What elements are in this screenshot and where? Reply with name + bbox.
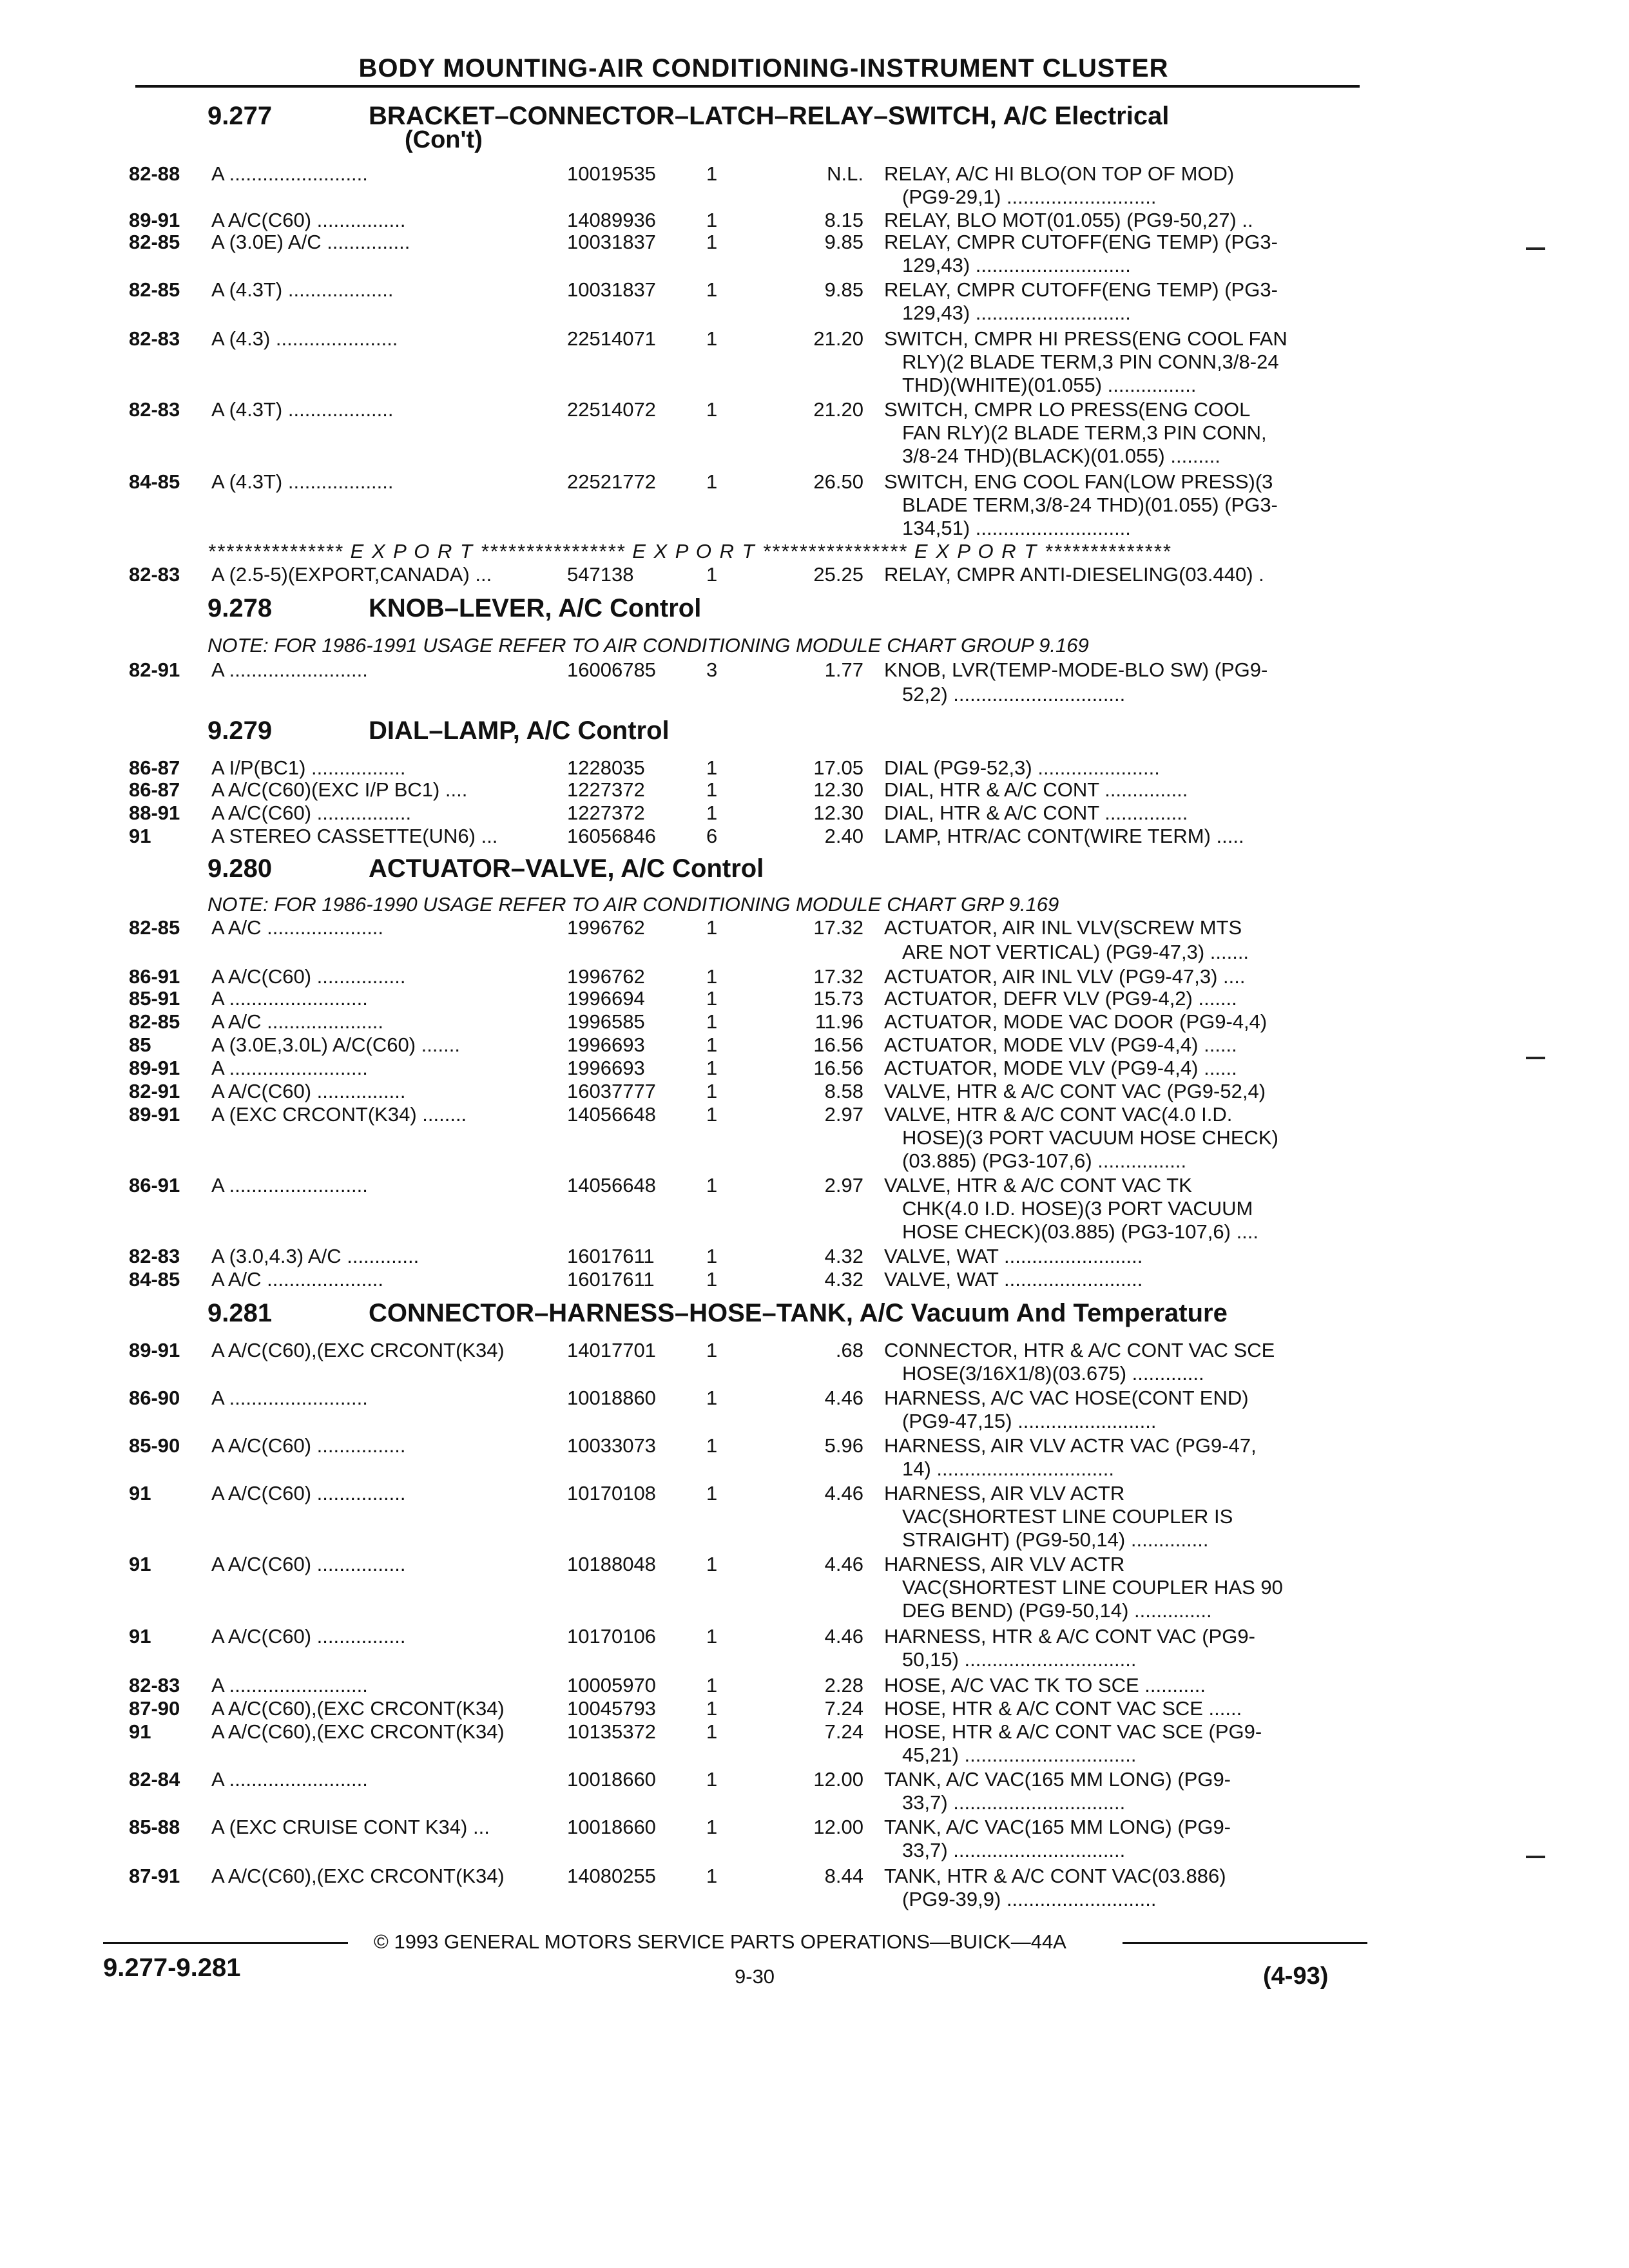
row-continuation: (PG9-29,1) ........................... — [902, 186, 1157, 208]
row-continuation: 52,2) ............................... — [902, 683, 1126, 706]
row-continuation: STRAIGHT) (PG9-50,14) .............. — [902, 1528, 1209, 1551]
footer-copyright: © 1993 GENERAL MOTORS SERVICE PARTS OPERATIONS—BUICK—44A — [374, 1930, 1066, 1953]
export-divider: *************** E X P O R T **************** E X P O R T **************** E X P O R T ************** — [207, 540, 1171, 562]
row-continuation: 33,7) ............................... — [902, 1839, 1126, 1861]
section-subtitle: (Con't) — [405, 126, 483, 153]
row-continuation: ARE NOT VERTICAL) (PG9-47,3) ....... — [902, 941, 1249, 963]
table-row: 89-91 A A/C(C60) ................ 14089936 1 8.15 RELAY, BLO MOT(01.055) (PG9-50,27) .. — [129, 209, 1253, 231]
table-row: 85-91 A ......................... 1996694 1 15.73 ACTUATOR, DEFR VLV (PG9-4,2) ....... — [129, 987, 1237, 1010]
row-continuation: 33,7) ............................... — [902, 1791, 1126, 1814]
table-row: 82-83 A ......................... 10005970 1 2.28 HOSE, A/C VAC TK TO SCE ........... — [129, 1674, 1206, 1696]
table-row: 82-83 A (4.3T) ................... 22514072 1 21.20 SWITCH, CMPR LO PRESS(ENG COOL — [129, 398, 1251, 421]
table-row: 86-87 A I/P(BC1) ................. 1228035 1 17.05 DIAL (PG9-52,3) ...................... — [129, 756, 1160, 779]
margin-mark — [1526, 1856, 1545, 1858]
row-continuation: 14) ................................ — [902, 1457, 1115, 1480]
table-row: 82-85 A (4.3T) ................... 10031837 1 9.85 RELAY, CMPR CUTOFF(ENG TEMP) (PG3- — [129, 278, 1278, 301]
section-title: BRACKET–CONNECTOR–LATCH–RELAY–SWITCH, A/C Electrical — [369, 102, 1170, 130]
table-row: 82-85 A (3.0E) A/C ............... 10031837 1 9.85 RELAY, CMPR CUTOFF(ENG TEMP) (PG3- — [129, 231, 1278, 253]
section-note: NOTE: FOR 1986-1991 USAGE REFER TO AIR CONDITIONING MODULE CHART GROUP 9.169 — [207, 634, 1089, 657]
row-continuation: THD)(WHITE)(01.055) ................ — [902, 374, 1197, 396]
footer-rule-right — [1123, 1942, 1367, 1944]
table-row: 86-91 A ......................... 14056648 1 2.97 VALVE, HTR & A/C CONT VAC TK — [129, 1174, 1192, 1196]
table-row: 89-91 A ......................... 1996693 1 16.56 ACTUATOR, MODE VLV (PG9-4,4) ...... — [129, 1057, 1237, 1079]
row-continuation: HOSE(3/16X1/8)(03.675) ............. — [902, 1362, 1204, 1385]
section-heading — [207, 102, 1169, 131]
section-note: NOTE: FOR 1986-1990 USAGE REFER TO AIR CONDITIONING MODULE CHART GRP 9.169 — [207, 893, 1059, 916]
table-row: 85-88 A (EXC CRUISE CONT K34) ... 10018660 1 12.00 TANK, A/C VAC(165 MM LONG) (PG9- — [129, 1816, 1231, 1838]
footer-section-range: 9.277-9.281 — [103, 1954, 241, 1982]
section-title: DIAL–LAMP, A/C Control — [369, 716, 670, 745]
row-continuation: VAC(SHORTEST LINE COUPLER IS — [902, 1505, 1233, 1528]
table-row: 82-83 A (4.3) ...................... 22514071 1 21.20 SWITCH, CMPR HI PRESS(ENG COOL FAN — [129, 327, 1287, 350]
section-number: 9.280 — [207, 854, 273, 883]
row-continuation: HOSE)(3 PORT VACUUM HOSE CHECK) — [902, 1126, 1278, 1149]
table-row: 82-91 A ......................... 16006785 3 1.77 KNOB, LVR(TEMP-MODE-BLO SW) (PG9- — [129, 658, 1268, 681]
section-number: 9.281 — [207, 1299, 273, 1327]
table-row: 89-91 A (EXC CRCONT(K34) ........ 14056648 1 2.97 VALVE, HTR & A/C CONT VAC(4.0 I.D. — [129, 1103, 1233, 1126]
table-row: 88-91 A A/C(C60) ................. 1227372 1 12.30 DIAL, HTR & A/C CONT ............... — [129, 802, 1188, 824]
page-header: BODY MOUNTING-AIR CONDITIONING-INSTRUMENT CLUSTER — [358, 54, 1169, 82]
table-row: 91 A A/C(C60) ................ 10188048 1 4.46 HARNESS, AIR VLV ACTR — [129, 1553, 1125, 1575]
section-number: 9.279 — [207, 716, 273, 745]
row-continuation: DEG BEND) (PG9-50,14) .............. — [902, 1599, 1212, 1622]
section-heading — [207, 1299, 1228, 1328]
section-number: 9.278 — [207, 594, 273, 622]
row-continuation: CHK(4.0 I.D. HOSE)(3 PORT VACUUM — [902, 1197, 1253, 1220]
table-row: 85 A (3.0E,3.0L) A/C(C60) ....... 1996693 1 16.56 ACTUATOR, MODE VLV (PG9-4,4) ...... — [129, 1033, 1237, 1056]
section-title: KNOB–LEVER, A/C Control — [369, 594, 702, 622]
table-row: 86-87 A A/C(C60)(EXC I/P BC1) .... 1227372 1 12.30 DIAL, HTR & A/C CONT ............... — [129, 778, 1188, 801]
row-continuation: 129,43) ............................ — [902, 254, 1131, 276]
section-heading — [207, 854, 764, 883]
footer-page-number: 9-30 — [735, 1965, 775, 1988]
section-number: 9.277 — [207, 102, 273, 130]
table-row: 82-88 A ......................... 10019535 1 N.L. RELAY, A/C HI BLO(ON TOP OF MOD) — [129, 162, 1235, 185]
section-heading — [207, 594, 701, 623]
row-continuation: (PG9-39,9) ........................... — [902, 1888, 1157, 1910]
row-continuation: (PG9-47,15) ......................... — [902, 1410, 1157, 1432]
table-row: 91 A A/C(C60),(EXC CRCONT(K34) 10135372 1 7.24 HOSE, HTR & A/C CONT VAC SCE (PG9- — [129, 1720, 1262, 1743]
table-row: 82-84 A ......................... 10018660 1 12.00 TANK, A/C VAC(165 MM LONG) (PG9- — [129, 1768, 1231, 1791]
table-row: 84-85 A A/C ..................... 16017611 1 4.32 VALVE, WAT ......................... — [129, 1268, 1143, 1291]
footer-rule-left — [103, 1942, 348, 1944]
table-row: 84-85 A (4.3T) ................... 22521772 1 26.50 SWITCH, ENG COOL FAN(LOW PRESS)(3 — [129, 470, 1273, 493]
table-row: 91 A A/C(C60) ................ 10170106 1 4.46 HARNESS, HTR & A/C CONT VAC (PG9- — [129, 1625, 1255, 1648]
table-row: 91 A STEREO CASSETTE(UN6) ... 16056846 6 2.40 LAMP, HTR/AC CONT(WIRE TERM) ..... — [129, 825, 1244, 847]
table-row: 82-85 A A/C ..................... 1996585 1 11.96 ACTUATOR, MODE VAC DOOR (PG9-4,4) — [129, 1010, 1268, 1033]
section-title: CONNECTOR–HARNESS–HOSE–TANK, A/C Vacuum And Temperature — [369, 1299, 1228, 1327]
table-row: 82-91 A A/C(C60) ................ 16037777 1 8.58 VALVE, HTR & A/C CONT VAC (PG9-52,4) — [129, 1080, 1266, 1102]
table-row: 86-91 A A/C(C60) ................ 1996762 1 17.32 ACTUATOR, AIR INL VLV (PG9-47,3) .... — [129, 965, 1246, 988]
row-continuation: FAN RLY)(2 BLADE TERM,3 PIN CONN, — [902, 421, 1267, 444]
table-row: 89-91 A A/C(C60),(EXC CRCONT(K34) 14017701 1 .68 CONNECTOR, HTR & A/C CONT VAC SCE — [129, 1339, 1275, 1361]
row-continuation: 45,21) ............................... — [902, 1744, 1137, 1766]
table-row: 91 A A/C(C60) ................ 10170108 1 4.46 HARNESS, AIR VLV ACTR — [129, 1482, 1125, 1504]
row-continuation: HOSE CHECK)(03.885) (PG3-107,6) .... — [902, 1220, 1259, 1243]
row-continuation: 129,43) ............................ — [902, 302, 1131, 324]
row-continuation: (03.885) (PG3-107,6) ................ — [902, 1149, 1187, 1172]
row-continuation: 50,15) ............................... — [902, 1648, 1137, 1671]
row-continuation: BLADE TERM,3/8-24 THD)(01.055) (PG3- — [902, 494, 1278, 516]
footer-date: (4-93) — [1263, 1963, 1329, 1990]
table-row: 86-90 A ......................... 10018860 1 4.46 HARNESS, A/C VAC HOSE(CONT END) — [129, 1387, 1249, 1409]
table-row: 82-85 A A/C ..................... 1996762 1 17.32 ACTUATOR, AIR INL VLV(SCREW MTS — [129, 916, 1242, 939]
row-continuation: RLY)(2 BLADE TERM,3 PIN CONN,3/8-24 — [902, 351, 1279, 373]
table-row: 85-90 A A/C(C60) ................ 10033073 1 5.96 HARNESS, AIR VLV ACTR VAC (PG9-47, — [129, 1434, 1257, 1457]
table-row: 82-83 A (3.0,4.3) A/C ............. 16017611 1 4.32 VALVE, WAT ......................... — [129, 1245, 1143, 1267]
row-continuation: 134,51) ............................ — [902, 517, 1131, 539]
table-row: 87-90 A A/C(C60),(EXC CRCONT(K34) 10045793 1 7.24 HOSE, HTR & A/C CONT VAC SCE ...... — [129, 1697, 1242, 1720]
row-continuation: 3/8-24 THD)(BLACK)(01.055) ......... — [902, 445, 1220, 467]
row-continuation: VAC(SHORTEST LINE COUPLER HAS 90 — [902, 1576, 1283, 1599]
section-heading — [207, 716, 670, 745]
header-rule — [135, 85, 1360, 88]
section-title: ACTUATOR–VALVE, A/C Control — [369, 854, 764, 883]
table-row: 87-91 A A/C(C60),(EXC CRCONT(K34) 14080255 1 8.44 TANK, HTR & A/C CONT VAC(03.886) — [129, 1865, 1226, 1887]
table-row: 82-83 A (2.5-5)(EXPORT,CANADA) ... 547138 1 25.25 RELAY, CMPR ANTI-DIESELING(03.440) . — [129, 563, 1264, 586]
